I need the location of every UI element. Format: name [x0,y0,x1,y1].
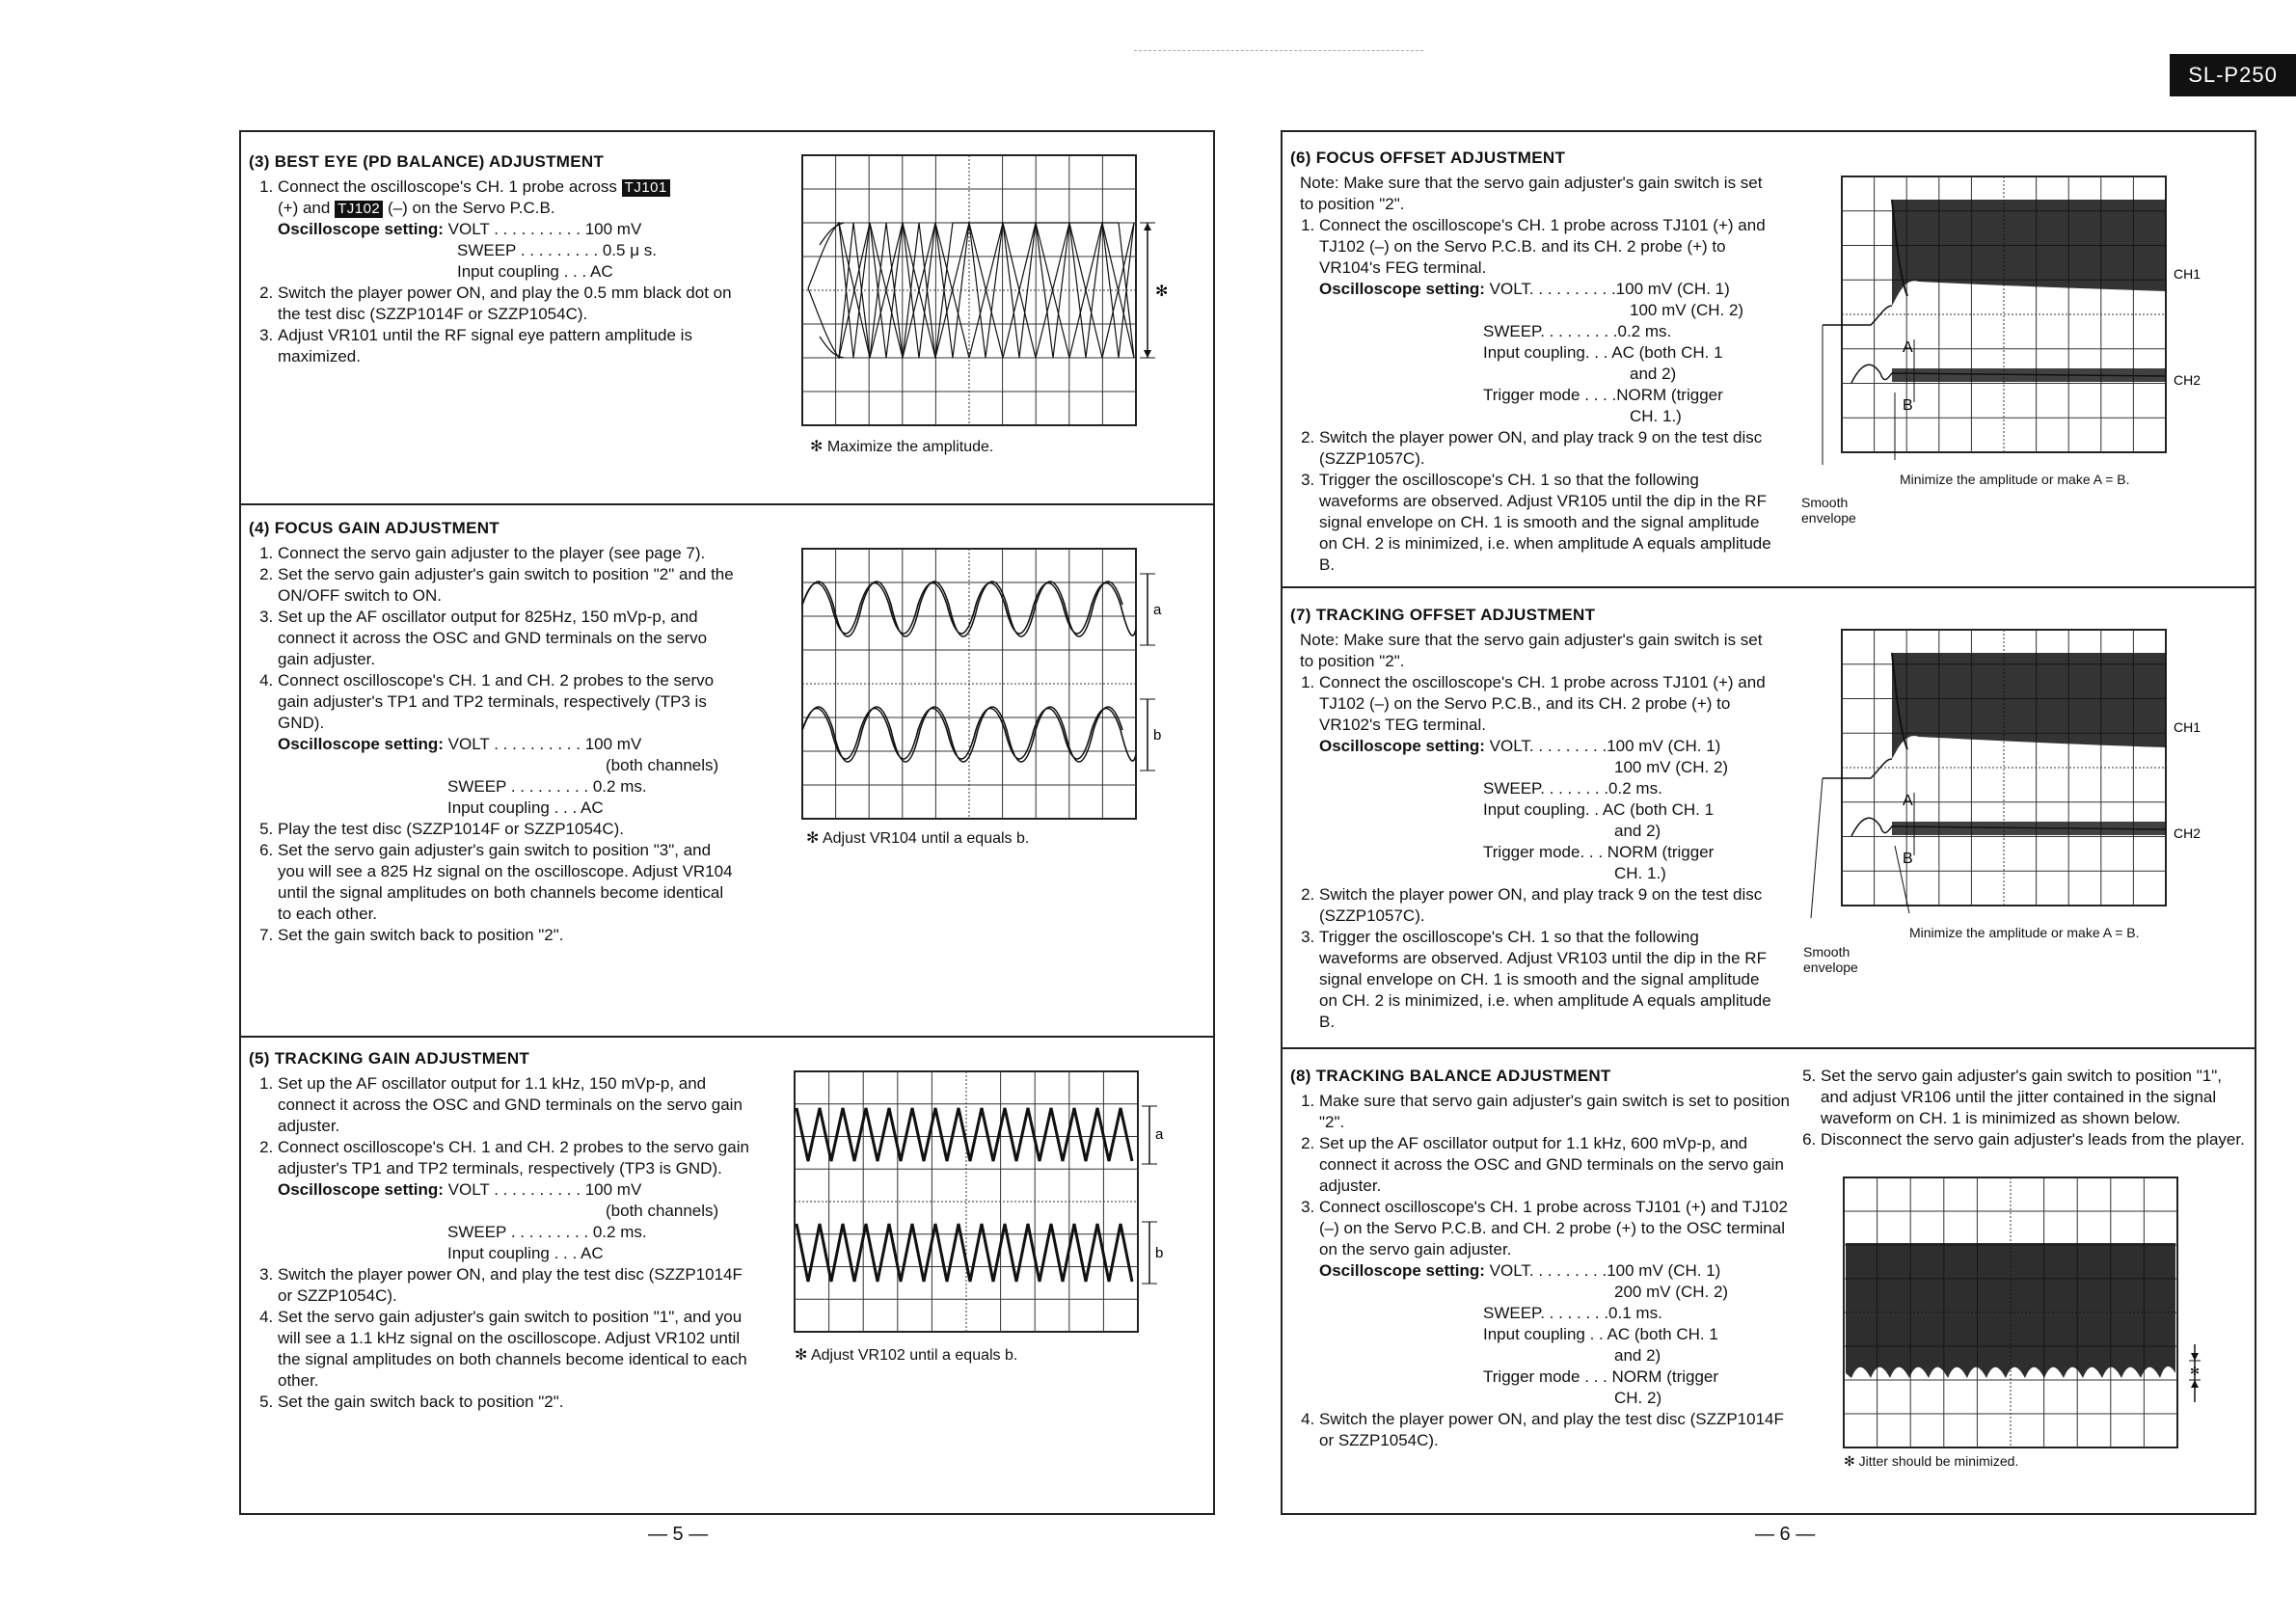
section-tracking-balance [1290,1066,1792,1451]
section-title: (5) TRACKING GAIN ADJUSTMENT [249,1049,530,1068]
step: 1. Connect the oscilloscope's CH. 1 probe across TJ101 (+) and TJ102 (–) on the Servo P.C.B., and its CH. 2 probe (+) to VR102's TEG terminal. Oscilloscope setting: VOLT. . . . . . . . .100 mV (CH. 1) 100 mV (CH. 2) SWEEP. . . . . . . .0.2 ms. Input coupling. . AC (both CH. 1 and 2) Trigger mode. . . NORM (trigger CH. 1.) [1319,672,1772,884]
section-tracking-gain [249,1048,760,1413]
step: 1. Set up the AF oscillator output for 1.1 kHz, 150 mVp-p, and connect it across the OSC and GND terminals on the servo gain adjuster. [278,1073,760,1137]
osc-label: Oscilloscope setting: [1319,280,1485,298]
step: 7. Set the gain switch back to position "2". [278,925,741,946]
jitter-mark: ✻ [2190,1365,2201,1378]
scope-caption: Minimize the amplitude or make A = B. [1900,472,2130,487]
osc-label: Oscilloscope setting: [278,220,444,238]
smooth-envelope-label: Smooth envelope [1801,495,1856,526]
section-title: (8) TRACKING BALANCE ADJUSTMENT [1290,1067,1611,1085]
step: 3. Connect oscilloscope's CH. 1 probe across TJ101 (+) and TJ102 (–) on the Servo P.C.B. and CH. 2 probe (+) to the OSC terminal on the servo gain adjuster. Oscilloscope setting: VOLT. . . . . . . . .100 mV (CH. 1) 200 mV (CH. 2) SWEEP. . . . . . . .0.1 ms. Input coupling . . AC (both CH. 1 and 2) Trigger mode . . . NORM (trigger CH. 2) [1319,1197,1792,1409]
model-badge: SL-P250 [2170,54,2296,96]
scope-tracking-balance [1842,1176,2247,1465]
amplitude-b-label: b [1155,1245,1164,1261]
ch2-label: CH2 [2174,372,2201,388]
ch2-label: CH2 [2174,825,2201,841]
scope-focus-gain [800,547,1167,826]
section-divider [1283,586,2255,588]
step: 3. Adjust VR101 until the RF signal eye pattern amplitude is maximized. [278,325,741,367]
scope-caption: ✻ Adjust VR104 until a equals b. [806,830,1030,847]
osc-label: Oscilloscope setting: [278,735,444,753]
step: 3. Trigger the oscilloscope's CH. 1 so that the following waveforms are observed. Adjust VR103 until the dip in the RF signal envelope on CH. 1 is smooth and the signal amplitude on CH. 2 is minimized, i.e. when amplitude A equals amplitude B. [1319,927,1772,1033]
step: 5. Play the test disc (SZZP1014F or SZZP1054C). [278,819,741,840]
step: 1. Connect the servo gain adjuster to the player (see page 7). [278,543,741,564]
step: 2. Set up the AF oscillator output for 1.1 kHz, 600 mVp-p, and connect it across the OSC and GND terminals on the servo gain adjuster. [1319,1133,1792,1197]
amplitude-a-label: a [1155,1126,1164,1143]
section-title: (6) FOCUS OFFSET ADJUSTMENT [1290,149,1566,167]
label-a: A [1903,793,1913,809]
step: 4. Switch the player power ON, and play the test disc (SZZP1014F or SZZP1054C). [1319,1409,1792,1451]
amplitude-b-label: b [1153,727,1162,744]
scope-focus-offset [1784,171,2247,489]
step: 3. Switch the player power ON, and play the test disc (SZZP1014F or SZZP1054C). [278,1264,760,1307]
step: 2. Set the servo gain adjuster's gain switch to position "2" and the ON/OFF switch to ON. [278,564,741,607]
section-best-eye [249,151,741,367]
tj101-label: TJ101 [622,179,670,197]
label-a: A [1903,339,1913,356]
scope-caption: ✻ Jitter should be minimized. [1844,1453,2019,1469]
scope-tracking-offset [1784,624,2247,942]
step: 3. Trigger the oscilloscope's CH. 1 so that the following waveforms are observed. Adjust VR105 until the dip in the RF signal envelope on CH. 1 is smooth and the signal amplitude on CH. 2 is minimized, i.e. when amplitude A equals amplitude B. [1319,470,1772,576]
scope-caption: Minimize the amplitude or make A = B. [1909,925,2140,940]
note: Note: Make sure that the servo gain adjuster's gain switch is set to position "2". [1300,174,1763,213]
ch1-label: CH1 [2174,719,2201,735]
section-tracking-offset [1290,605,1772,1033]
note: Note: Make sure that the servo gain adjuster's gain switch is set to position "2". [1300,631,1763,670]
amplitude-a-label: a [1153,602,1162,618]
label-b: B [1903,851,1913,867]
scope-tracking-gain [793,1069,1169,1349]
section-tracking-balance-cont [1797,1066,2249,1150]
step: 3. Set up the AF oscillator output for 825Hz, 150 mVp-p, and connect it across the OSC and GND terminals on the servo gain adjuster. [278,607,741,670]
ch1-label: CH1 [2174,266,2201,282]
osc-label: Oscilloscope setting: [1319,737,1485,755]
top-rule [1134,50,1423,51]
section-title: (3) BEST EYE (PD BALANCE) ADJUSTMENT [249,152,605,171]
smooth-envelope-label: Smooth envelope [1803,944,1858,975]
scope-caption: ✻ Adjust VR102 until a equals b. [795,1347,1018,1364]
step: 5. Set the servo gain adjuster's gain switch to position "1", and adjust VR106 until the jitter contained in the signal waveform on CH. 1 is minimized as shown below. [1821,1066,2249,1129]
section-title: (4) FOCUS GAIN ADJUSTMENT [249,519,500,537]
tj102-label: TJ102 [335,201,383,218]
step: 5. Set the gain switch back to position "2". [278,1392,760,1413]
step: 1. Make sure that servo gain adjuster's gain switch is set to position "2". [1319,1091,1792,1133]
label-b: B [1903,397,1913,414]
scope-caption: ✻ Maximize the amplitude. [810,439,994,455]
page-number-right: — 6 — [1755,1524,1816,1545]
section-focus-offset [1290,148,1772,576]
amplitude-mark: ✻ [1155,284,1169,300]
step: 1. Connect the oscilloscope's CH. 1 probe across TJ101 (+) and TJ102 (–) on the Servo P.C.B. and its CH. 2 probe (+) to VR104's FEG terminal. Oscilloscope setting: VOLT. . . . . . . . . .100 mV (CH. 1) 100 mV (CH. 2) SWEEP. . . . . . . . .0.2 ms. Input coupling. . . AC (both CH. 1 and 2) Trigger mode . . . .NORM (trigger CH. 1.) [1319,215,1772,427]
section-divider [241,503,1213,505]
section-divider [241,1036,1213,1038]
step: 1. Connect the oscilloscope's CH. 1 probe across TJ101 (+) and TJ102 (–) on the Servo P.C.B. Oscilloscope setting: VOLT . . . . . . . . . . 100 mV SWEEP . . . . . . . . . 0.5 μ s. Input coupling . . . AC [278,176,741,283]
step: 4. Set the servo gain adjuster's gain switch to position "1", and you will see a 1.1 kHz signal on the oscilloscope. Adjust VR102 until the signal amplitudes on both channels become identical to each other. [278,1307,760,1392]
section-divider [1283,1047,2255,1049]
osc-label: Oscilloscope setting: [1319,1261,1485,1280]
page-number-left: — 5 — [648,1524,709,1545]
left-page [239,130,1215,1515]
step: 2. Switch the player power ON, and play track 9 on the test disc (SZZP1057C). [1319,427,1772,470]
section-focus-gain [249,518,741,946]
scope-eye-pattern [800,153,1167,433]
step: 2. Switch the player power ON, and play the 0.5 mm black dot on the test disc (SZZP1014F or SZZP1054C). [278,283,741,325]
right-page [1281,130,2256,1515]
step: 6. Disconnect the servo gain adjuster's leads from the player. [1821,1129,2249,1150]
step: 2. Connect oscilloscope's CH. 1 and CH. 2 probes to the servo gain adjuster's TP1 and TP2 terminals, respectively (TP3 is GND). Oscilloscope setting: VOLT . . . . . . . . . . 100 mV (both channels) SWEEP . . . . . . . . . 0.2 ms. Input coupling . . . AC [278,1137,760,1264]
step: 6. Set the servo gain adjuster's gain switch to position "3", and you will see a 825 Hz signal on the oscilloscope. Adjust VR104 until the signal amplitudes on both channels become identical to each other. [278,840,741,925]
osc-label: Oscilloscope setting: [278,1180,444,1199]
section-title: (7) TRACKING OFFSET ADJUSTMENT [1290,606,1596,624]
step: 2. Switch the player power ON, and play track 9 on the test disc (SZZP1057C). [1319,884,1772,927]
step: 4. Connect oscilloscope's CH. 1 and CH. 2 probes to the servo gain adjuster's TP1 and TP2 terminals, respectively (TP3 is GND). Oscilloscope setting: VOLT . . . . . . . . . . 100 mV (both channels) SWEEP . . . . . . . . . 0.2 ms. Input coupling . . . AC [278,670,741,819]
